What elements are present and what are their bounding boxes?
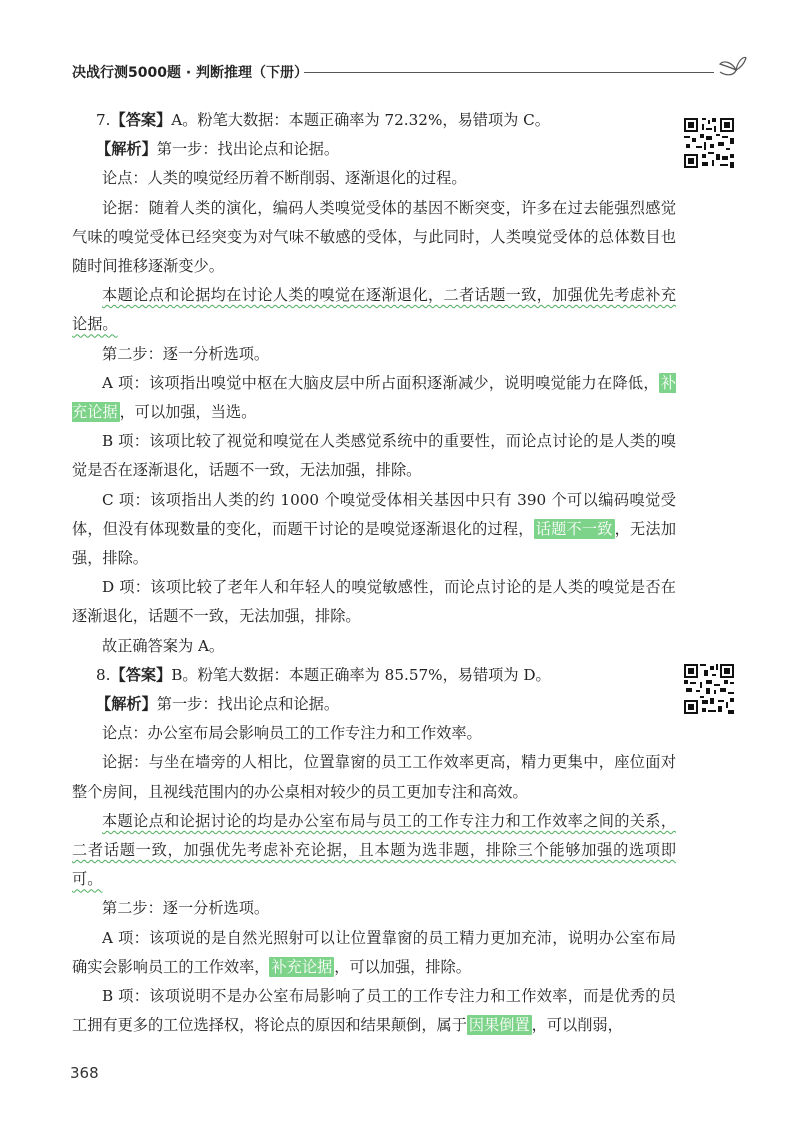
q7-analysis-line [72, 135, 676, 164]
q8-option-b-text: B 项：该项说明不是办公室布局影响了员工的工作专注力和工作效率，而是优秀的员工拥有更多的工位选择权，将论点的原因和结果颠倒，属于 [72, 987, 676, 1035]
q7-option-a-highlight: 补充论据 [72, 373, 676, 422]
q8-option-a [72, 924, 676, 982]
q8-answer-label: 【答案】 [110, 665, 172, 684]
q7-analysis-label: 【解析】 [96, 140, 157, 159]
q8-summary [72, 807, 676, 895]
q8-answer-text: B。粉笔大数据：本题正确率为 85.57%，易错项为 D。 [171, 665, 551, 684]
q7-option-a-text: A 项：该项指出嗅觉中枢在大脑皮层中所占面积逐渐减少，说明嗅觉能力在降低， [102, 373, 659, 392]
q8-step2: 第二步：逐一分析选项。 [102, 899, 270, 918]
q7-summary-text: 本题论点和论据均在讨论人类的嗅觉在逐渐退化，二者话题一致，加强优先考虑补充论据。 [72, 286, 676, 334]
q7-step2: 第二步：逐一分析选项。 [102, 344, 270, 363]
qr-code-q7[interactable] [682, 116, 736, 170]
q8-answer-line [72, 661, 676, 690]
page-number: 368 [70, 1064, 99, 1082]
q8-option-b-end: ，可以削弱， [531, 1016, 623, 1035]
q7-argument: 论点：人类的嗅觉经历着不断削弱、逐渐退化的过程。 [102, 169, 467, 188]
q7-option-c-text: C 项：该项指出人类的约 1000 个嗅觉受体相关基因中只有 390 个可以编码嗅觉受体，但没有体现数量的变化，而题干讨论的是嗅觉逐渐退化的过程， [72, 490, 676, 538]
q8-analysis-label: 【解析】 [96, 695, 157, 714]
q7-option-a [72, 369, 676, 427]
q8-evidence: 论据：与坐在墙旁的人相比，位置靠窗的员工工作效率更高，精力更集中，座位面对整个房间，且视线范围内的办公桌相对较少的员工更加专注和高效。 [72, 753, 676, 801]
q7-option-d: D 项：该项比较了老年人和年轻人的嗅觉敏感性，而论点讨论的是人类的嗅觉是否在逐渐退化，话题不一致，无法加强，排除。 [72, 578, 676, 626]
q7-conclusion: 故正确答案为 A。 [102, 636, 225, 655]
q8-number: 8. [96, 665, 111, 684]
sprout-icon [712, 48, 748, 82]
q8-argument: 论点：办公室布局会影响员工的工作专注力和工作效率。 [102, 724, 482, 743]
running-header [72, 62, 732, 90]
q8-option-b-highlight: 因果倒置 [468, 1016, 530, 1035]
q7-option-c-highlight: 话题不一致 [535, 519, 613, 538]
q8-option-a-highlight: 补充论据 [271, 957, 333, 976]
q8-option-a-text: A 项：该项说的是自然光照射可以让位置靠窗的员工精力更加充沛，说明办公室布局确实会影响员工的工作效率， [72, 928, 676, 976]
q8-option-b [72, 982, 676, 1040]
header-rule [304, 72, 714, 73]
q8-option-a-end: ，可以加强，排除。 [334, 957, 471, 976]
q7-option-b: B 项：该项比较了视觉和嗅觉在人类感觉系统中的重要性，而论点讨论的是人类的嗅觉是否在逐渐退化，话题不一致，无法加强，排除。 [72, 432, 676, 480]
q7-answer-line [72, 106, 676, 135]
qr-code-q8[interactable] [682, 662, 736, 716]
q8-step1: 第一步：找出论点和论据。 [156, 695, 339, 714]
q8-summary-text: 本题论点和论据讨论的均是办公室布局与员工的工作专注力和工作效率之间的关系，二者话题一致，加强优先考虑补充论据，且本题为选非题，排除三个能够加强的选项即可。 [72, 811, 676, 889]
q8-analysis-line [72, 690, 676, 719]
q7-step1: 第一步：找出论点和论据。 [156, 140, 339, 159]
q7-answer-label: 【答案】 [110, 111, 172, 129]
q7-summary [72, 281, 676, 339]
q7-evidence: 论据：随着人类的演化，编码人类嗅觉受体的基因不断突变，许多在过去能强烈感觉气味的嗅觉受体已经突变为对气味不敏感的受体，与此同时，人类嗅觉受体的总体数目也随时间推移逐渐变少。 [72, 198, 676, 276]
q7-option-c [72, 486, 676, 574]
q7-answer-text: A。粉笔大数据：本题正确率为 72.32%，易错项为 C。 [171, 111, 550, 129]
book-title: 决战行测5000题 · 判断推理（下册） [72, 65, 309, 81]
q7-number: 7. [96, 111, 111, 129]
q7-option-c-end: ，无法加强，排除。 [72, 519, 677, 568]
answer-explanations [72, 106, 676, 1041]
q7-option-a-end: ，可以加强，当选。 [119, 403, 257, 422]
